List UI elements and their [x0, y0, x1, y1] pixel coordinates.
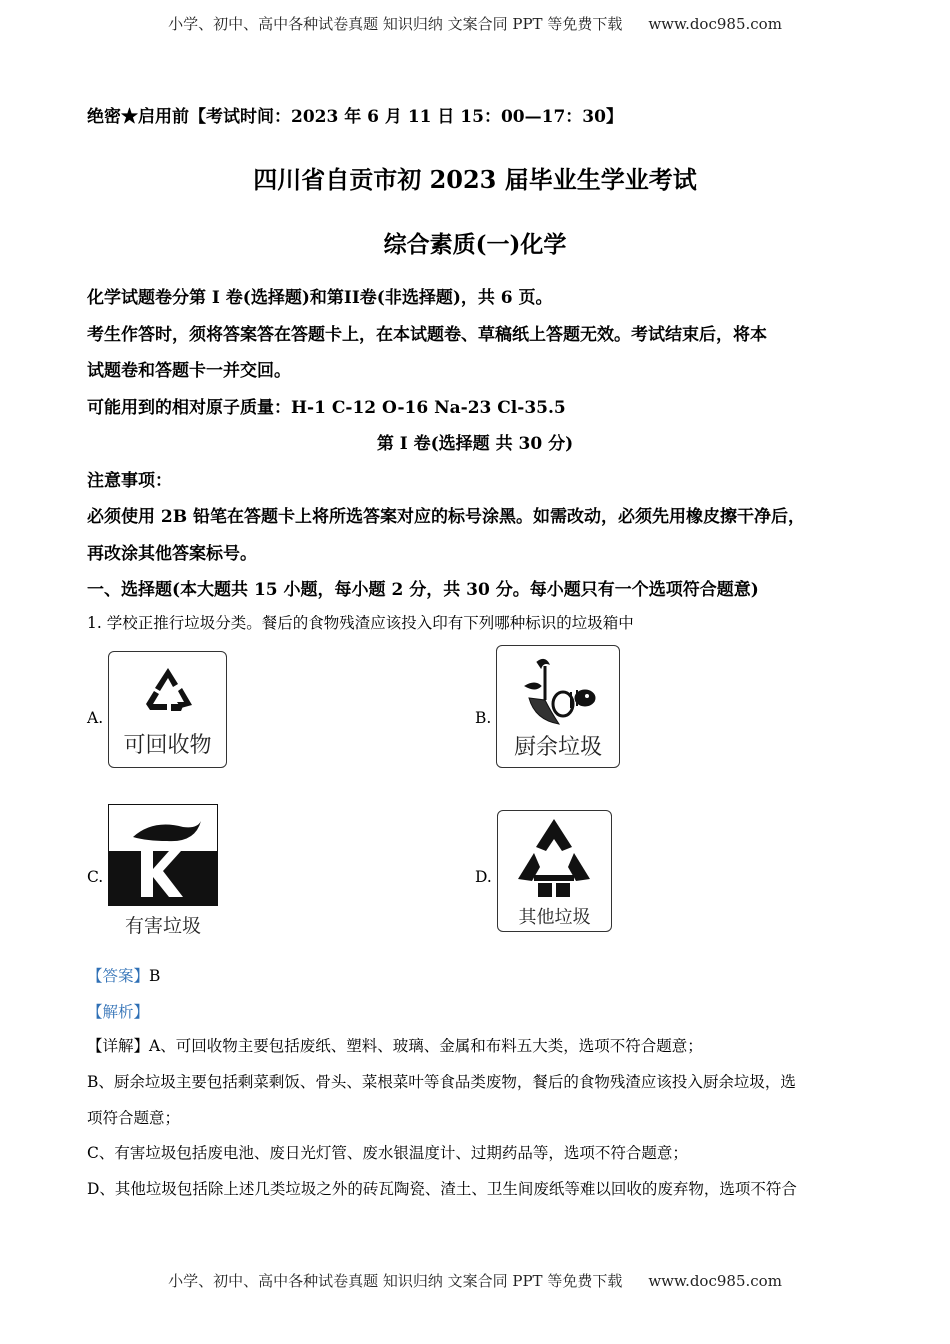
hazardous-waste-icon [123, 815, 203, 901]
page-subtitle: 综合素质(一)化学 [383, 231, 567, 258]
header-text: 小学、初中、高中各种试卷真题 知识归纳 文案合同 PPT 等免费下载 [168, 15, 623, 33]
sign-label: 其他垃圾 [518, 907, 591, 928]
sign-label: 厨余垃圾 [513, 735, 602, 760]
recycle-icon [138, 664, 198, 720]
question-text: 1. 学校正推行垃圾分类。餐后的食物残渣应该投入印有下列哪种标识的垃圾箱中 [87, 614, 634, 632]
option-b-sign[interactable] [496, 645, 620, 768]
section-title: 一、选择题(本大题共 15 小题，每小题 2 分，共 30 分。每小题只有一个选项符合题意) [87, 580, 759, 600]
option-c-sign[interactable] [108, 804, 218, 906]
notice-title: 注意事项： [87, 471, 172, 491]
answer-value: B [149, 967, 161, 985]
kitchen-waste-icon [515, 656, 601, 730]
detail-line: D、其他垃圾包括除上述几类垃圾之外的砖瓦陶瓷、渣土、卫生间废纸等难以回收的废弃物，选项不符合 [87, 1180, 797, 1198]
notice-line: 必须使用 2B 铅笔在答题卡上将所选答案对应的标号涂黑。如需改动，必须先用橡皮擦干净后， [87, 507, 806, 527]
detail-line: 【详解】A、可回收物主要包括废纸、塑料、玻璃、金属和布料五大类，选项不符合题意； [87, 1037, 703, 1055]
sign-label: 可回收物 [123, 733, 212, 758]
detail-line: B、厨余垃圾主要包括剩菜剩饭、骨头、菜根菜叶等食品类废物，餐后的食物残渣应该投入厨余垃圾，选 [87, 1073, 796, 1091]
option-a-sign[interactable] [108, 651, 227, 768]
analysis-tag: 【解析】 [87, 1003, 150, 1021]
footer-site[interactable]: www.doc985.com [648, 1272, 782, 1290]
other-waste-icon [514, 817, 594, 901]
sign-label: 有害垃圾 [124, 915, 201, 937]
header-site[interactable]: www.doc985.com [648, 15, 782, 33]
detail-line: C、有害垃圾包括废电池、废日光灯管、废水银温度计、过期药品等，选项不符合题意； [87, 1144, 688, 1162]
answer-tag: 【答案】 [87, 967, 150, 985]
page-header [0, 13, 950, 34]
page-title: 四川省自贡市初 2023 届毕业生学业考试 [253, 165, 697, 194]
option-letter[interactable]: D. [475, 868, 492, 886]
page-footer [0, 1270, 950, 1291]
option-letter[interactable]: C. [87, 868, 104, 886]
intro-line: 考生作答时，须将答案答在答题卡上，在本试题卷、草稿纸上答题无效。考试结束后，将本 [87, 325, 767, 345]
answer-line [87, 964, 160, 986]
option-letter[interactable]: B. [475, 709, 492, 727]
secret-line: 绝密★启用前【考试时间：2023 年 6 月 11 日 15：00—17：30】 [87, 107, 623, 127]
volume-title: 第 I 卷(选择题 共 30 分) [376, 434, 574, 454]
option-d-sign[interactable] [497, 810, 612, 932]
detail-line: 项符合题意； [87, 1109, 181, 1127]
option-letter[interactable]: A. [87, 709, 104, 727]
footer-text: 小学、初中、高中各种试卷真题 知识归纳 文案合同 PPT 等免费下载 [168, 1272, 623, 1290]
atomic-mass-line: 可能用到的相对原子质量：H-1 C-12 O-16 Na-23 Cl-35.5 [87, 398, 566, 418]
intro-line: 化学试题卷分第 I 卷(选择题)和第II卷(非选择题)，共 6 页。 [87, 288, 553, 308]
intro-line: 试题卷和答题卡一并交回。 [87, 361, 291, 381]
notice-line: 再改涂其他答案标号。 [87, 544, 257, 564]
